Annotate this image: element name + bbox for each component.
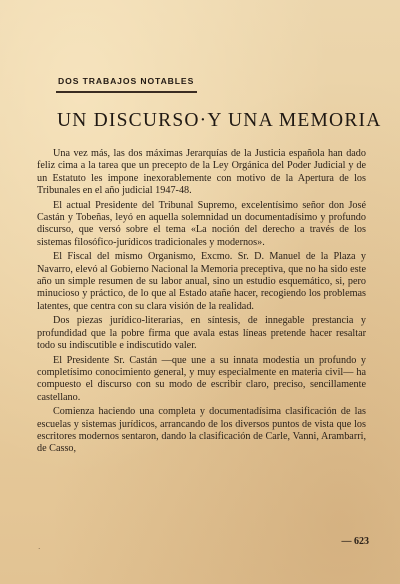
page-number: — 623 — [341, 536, 369, 547]
paragraph-5: El Presidente Sr. Castán —que une a su innata modestia un profundo y completísimo conocimiento general, y muy especialmente en materia civil— ha compuesto el discurso con su modo de escribir claro, preciso, sencillamente castellano. — [37, 354, 366, 403]
ink-speck: · — [38, 545, 41, 553]
article-body — [37, 148, 366, 458]
paragraph-4: Dos piezas jurídico-literarias, en síntesis, de innegable prestancia y profundidad que la pobre firma que avala estas líneas pretende hacer resaltar todo su indiscutible e indiscutido valer. — [37, 315, 366, 352]
paragraph-2: El actual Presidente del Tribunal Supremo, excelentísimo señor don José Castán y Tobeñas, leyó en aquella solemnidad un documentadísimo y profundo discurso, que versó sobre el tema «La noción del derecho a través de los sistemas filosófico-jurídicos tradicionales y modernos». — [37, 199, 366, 248]
paragraph-3: El Fiscal del mismo Organismo, Excmo. Sr. D. Manuel de la Plaza y Navarro, elevó al Gobierno Nacional la Memoria preceptiva, que no ha sido este año un simple resumen de su labor anual, sino un estudio esquemático, si, pero minucioso y práctico, de lo que al Estado atañe hacer, recogiendo los problemas latentes, que centra con su clara visión de la realidad. — [37, 251, 366, 312]
paragraph-1: Una vez más, las dos máximas Jerarquías de la Justicia española han dado feliz cima a la tarea que un precepto de la Ley Orgánica del Poder Judicial y de un Estatuto les impone inexorablemente con motivo de la Apertura de los Tribunales en el año judicial 1947-48. — [37, 148, 366, 197]
page-title: UN DISCURSO·Y UNA MEMORIA — [57, 110, 382, 131]
section-label: DOS TRABAJOS NOTABLES — [58, 76, 195, 86]
section-underline — [56, 91, 197, 93]
paragraph-6: Comienza haciendo una completa y documentadísima clasificación de las escuelas y sistemas jurídicos, arrancando de los diversos puntos de vista que los escritores modernos sentaron, dando la clasificación de Carle, Vanni, Arambarri, de Casso, — [37, 406, 366, 455]
